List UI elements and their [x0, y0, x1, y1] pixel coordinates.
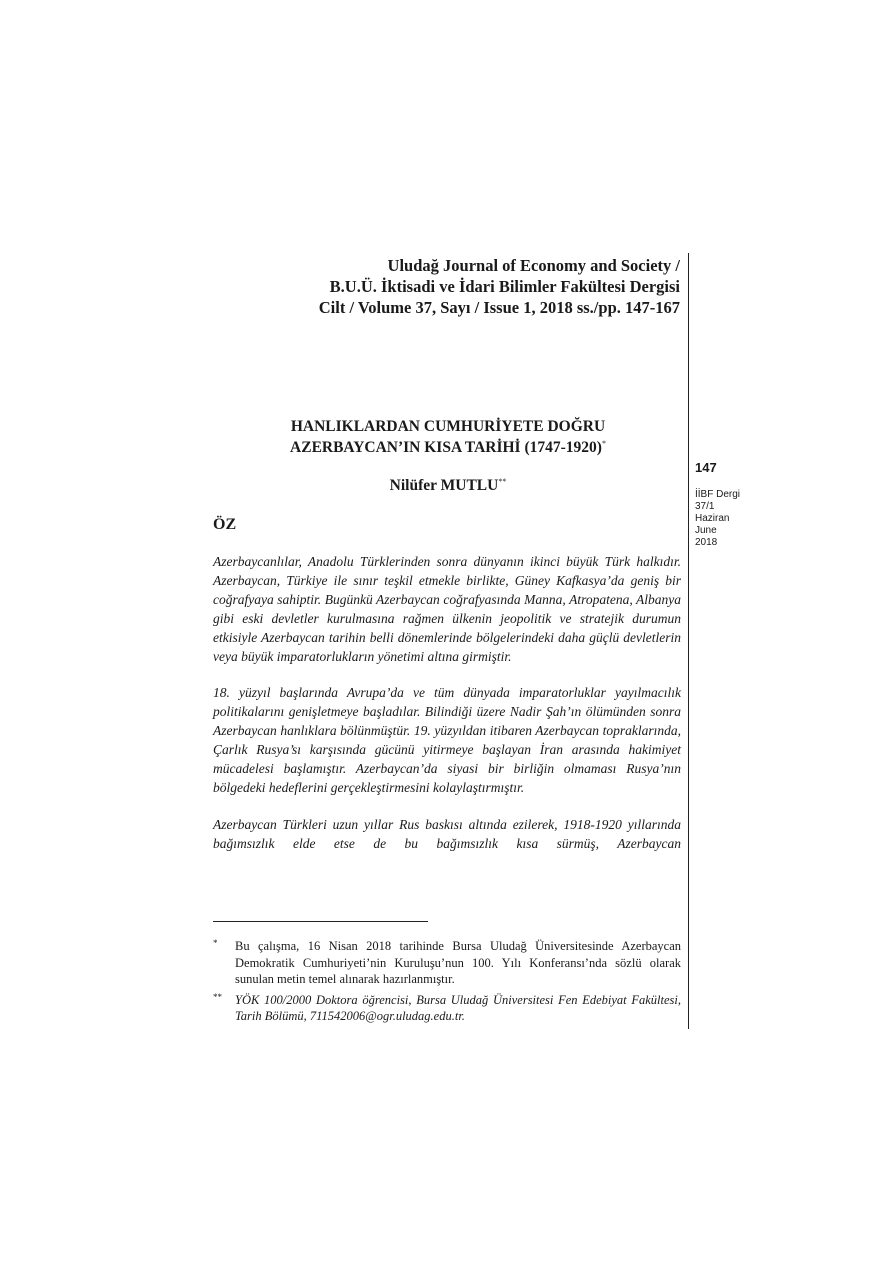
abstract-paragraph-3: Azerbaycan Türkleri uzun yıllar Rus baskısı altında ezilerek, 1918-1920 yıllarında bağımsızlık elde etse de bu bağımsızlık kısa sürmüş, Azerbaycan: [213, 816, 681, 851]
footnotes: [213, 938, 681, 1029]
volume-issue-line: Cilt / Volume 37, Sayı / Issue 1, 2018 ss./pp. 147-167: [318, 298, 680, 317]
footnote-2-mark: **: [213, 991, 222, 1002]
footnote-1: [213, 938, 681, 988]
year: 2018: [695, 537, 718, 548]
author-name: Nilüfer MUTLU: [389, 477, 499, 494]
journal-title-line: Uludağ Journal of Economy and Society /: [387, 256, 680, 275]
footnote-2: [213, 992, 681, 1025]
abstract-body: [213, 553, 681, 872]
month-en: June: [695, 525, 717, 536]
article-title: [215, 416, 681, 458]
page-number: 147: [695, 460, 717, 475]
footnote-separator: [213, 921, 428, 922]
issue-number: 37/1: [695, 501, 715, 512]
abstract-heading: ÖZ: [213, 516, 237, 533]
month-tr: Haziran: [695, 513, 730, 524]
abstract-paragraph-1: Azerbaycanlılar, Anadolu Türklerinden sonra dünyanın ikinci büyük Türk halkıdır. Azerbaycan, Türkiye ile sınır teşkil etmekle birlikte, Güney Kafkasya’da geniş bir coğrafyaya sahiptir. Bugünkü Azerbaycan coğrafyasında Manna, Atropatena, Albanya gibi eski devletler kurulmasına rağmen ülkenin jeopolitik ve stratejik durumun etkisiyle Azerbaycan tarihin belli dönemlerinde bölgelerindeki daha güçlü devletlerin veya büyük imparatorlukların yönetimi altına girmiştir.: [213, 554, 681, 664]
abstract-paragraph-2: 18. yüzyıl başlarında Avrupa’da ve tüm dünyada imparatorluklar yayılmacılık politikalarını genişletmeye başladılar. Bilindiği üzere Nadir Şah’ın ölümünden sonra Azerbaycan hanlıklara bölünmüştür. 19. yüzyıldan itibaren Azerbaycan topraklarında, Çarlık Rusya’sı karşısında gücünü yitirmeye başlayan İran arasında hakimiyet mücadelesi başlamıştır. Azerbaycan’da siyasi bir birliğin olmaması Rusya’nın bölgedeki hedeflerini gerçekleştirmesini kolaylaştırmıştır.: [213, 685, 681, 795]
footnote-1-mark: *: [213, 938, 218, 948]
margin-rule: [688, 253, 689, 1029]
title-line-2: [215, 437, 681, 458]
author: [215, 477, 681, 495]
title-footnote-mark: *: [601, 438, 606, 448]
footnote-1-text: Bu çalışma, 16 Nisan 2018 tarihinde Bursa Uludağ Üniversitesinde Azerbaycan Demokratik Cumhuriyeti’nin Kuruluşu’nun 100. Yılı Konferansı’nda sözlü olarak sunulan metin temel alınarak hazırlanmıştır.: [235, 939, 681, 986]
side-margin-info: [695, 460, 785, 549]
title-line-1: HANLIKLARDAN CUMHURİYETE DOĞRU: [290, 418, 606, 435]
journal-short-name: İİBF Dergi: [695, 489, 741, 500]
footnote-2-text: YÖK 100/2000 Doktora öğrencisi, Bursa Uludağ Üniversitesi Fen Edebiyat Fakültesi, Tarih Bölümü, 711542006@ogr.uludag.edu.tr.: [235, 992, 681, 1023]
title-line-2-text: AZERBAYCAN’IN KISA TARİHİ (1747-1920): [290, 439, 602, 456]
author-footnote-mark: **: [498, 476, 507, 486]
journal-subtitle-line: B.U.Ü. İktisadi ve İdari Bilimler Fakültesi Dergisi: [329, 277, 680, 296]
journal-header: [200, 255, 680, 318]
